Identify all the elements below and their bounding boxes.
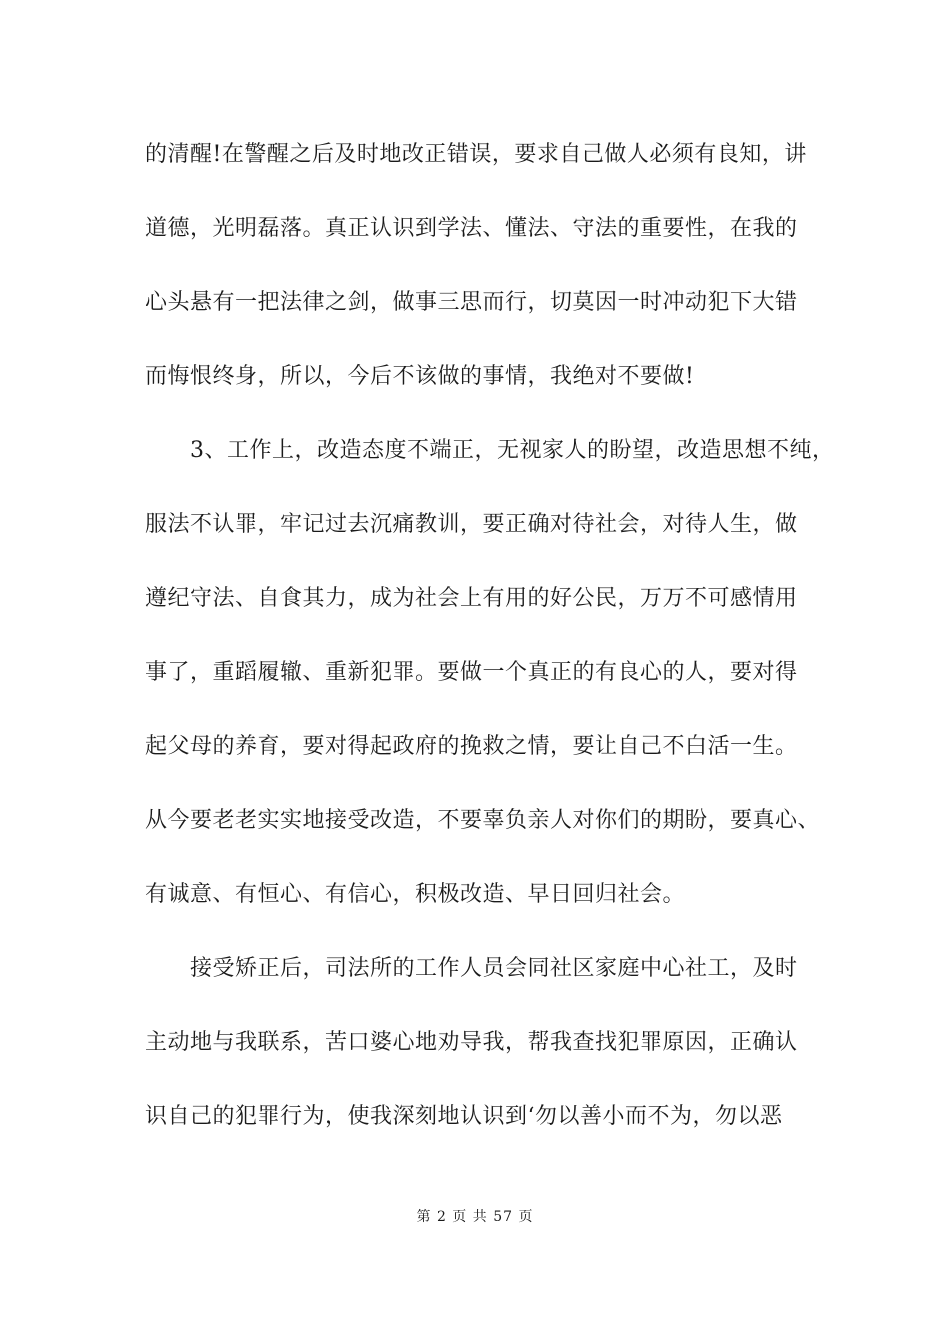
paragraph-start-line-12: 接受矫正后，司法所的工作人员会同社区家庭中心社工，及时	[190, 956, 798, 981]
text-line-9: 起父母的养育，要对得起政府的挽救之情，要让自己不白活一生。	[145, 734, 798, 759]
text-line-7: 遵纪守法、自食其力，成为社会上有用的好公民，万万不可感情用	[145, 586, 798, 611]
text-line-8: 事了，重蹈履辙、重新犯罪。要做一个真正的有良心的人，要对得	[145, 660, 798, 685]
text-line-1: 的清醒!在警醒之后及时地改正错误，要求自己做人必须有良知，讲	[145, 142, 807, 167]
text-line-11: 有诚意、有恒心、有信心，积极改造、早日回归社会。	[145, 882, 686, 907]
text-line-14: 识自己的犯罪行为，使我深刻地认识到‘勿以善小而不为，勿以恶	[145, 1104, 783, 1129]
text-line-10: 从今要老老实实地接受改造，不要辜负亲人对你们的期盼，要真心、	[145, 808, 821, 833]
text-line-6: 服法不认罪，牢记过去沉痛教训，要正确对待社会，对待人生，做	[145, 512, 798, 537]
paragraph-start-line-5: 3、工作上，改造态度不端正，无视家人的盼望，改造思想不纯，	[190, 438, 835, 463]
text-line-2: 道德，光明磊落。真正认识到学法、懂法、守法的重要性，在我的	[145, 216, 798, 241]
text-line-13: 主动地与我联系，苦口婆心地劝导我，帮我查找犯罪原因，正确认	[145, 1030, 798, 1055]
text-line-4: 而悔恨终身，所以，今后不该做的事情，我绝对不要做!	[145, 364, 695, 389]
page-number-footer: 第 2 页 共 57 页	[416, 1209, 534, 1225]
text-line-3: 心头悬有一把法律之剑，做事三思而行，切莫因一时冲动犯下大错	[145, 290, 798, 315]
